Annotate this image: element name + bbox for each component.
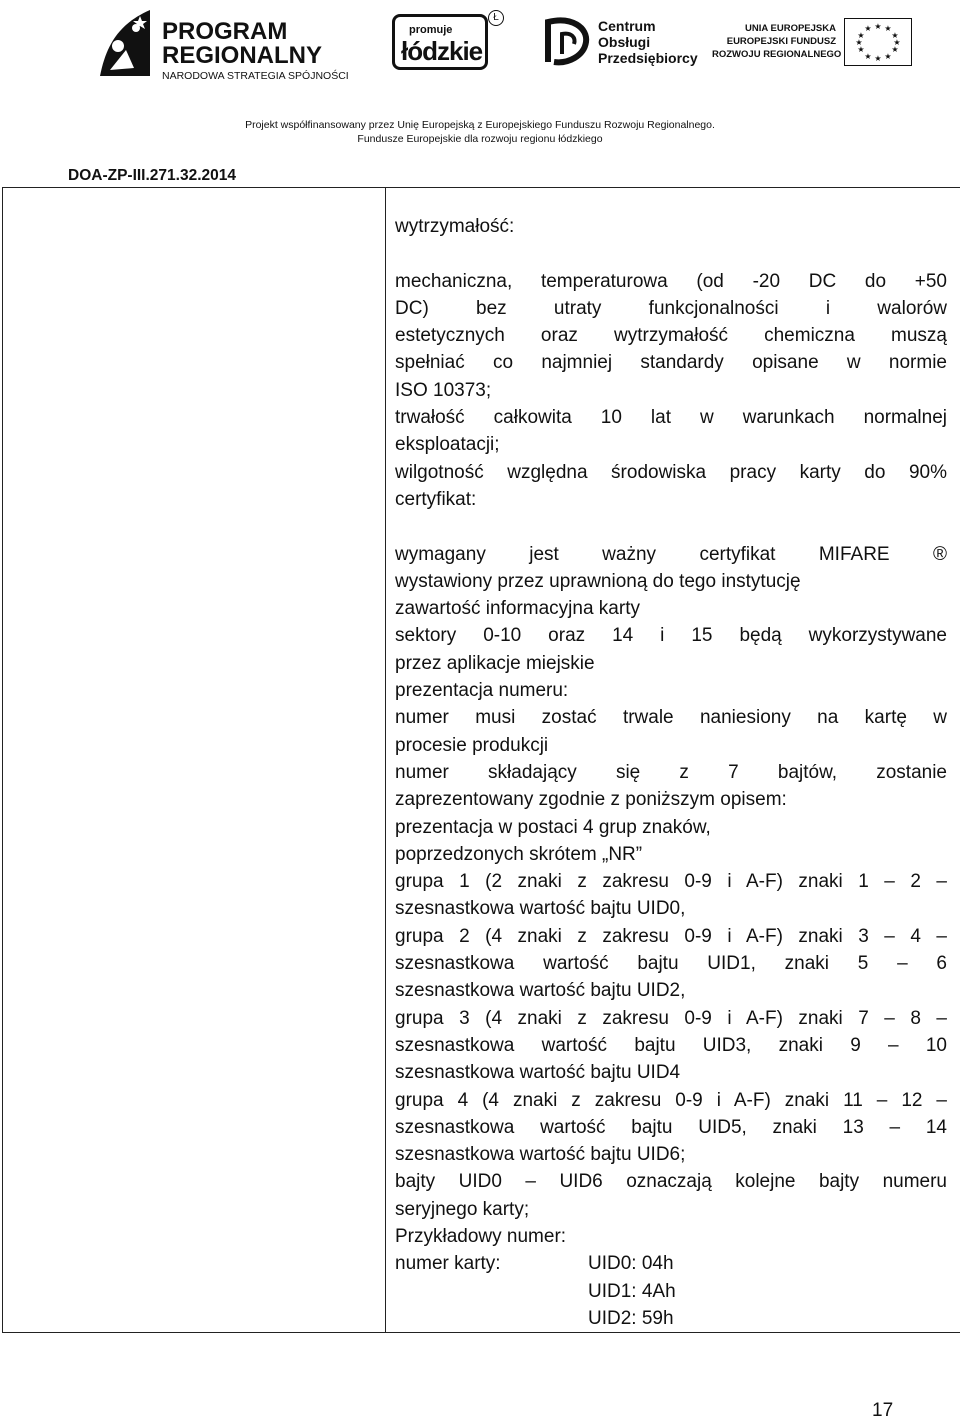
svg-text:★: ★ (855, 38, 863, 47)
svg-text:★: ★ (891, 31, 899, 40)
program-regionalny-emblem-icon (96, 6, 154, 80)
eu-logo-line2: EUROPEJSKI FUNDUSZ (726, 36, 836, 47)
cofinancing-line2: Fundusze Europejskie dla rozwoju regionu łódzkiego (357, 133, 603, 145)
svg-text:★: ★ (857, 31, 865, 40)
header-logos (0, 0, 960, 90)
svg-text:★: ★ (891, 45, 899, 54)
centrum-logo-text: Centrum Obsługi Przedsiębiorcy (598, 18, 698, 66)
text-line: ISO 10373; (395, 379, 492, 401)
lodzkie-logo-small: promuje (409, 24, 453, 36)
text-line: szesnastkowa wartość bajtu UID5, znaki 13 – 14 (395, 1116, 947, 1138)
table-left-border (2, 187, 3, 1333)
text-line: szesnastkowa wartość bajtu UID4 (395, 1062, 681, 1084)
text-line: grupa 2 (4 znaki z zakresu 0-9 i A-F) znaki 3 – 4 – (395, 925, 947, 947)
text-line: szesnastkowa wartość bajtu UID2, (395, 980, 686, 1002)
text-line: wilgotność względna środowiska pracy karty do 90% (395, 461, 947, 483)
svg-text:★: ★ (874, 22, 882, 31)
promuje-lodzkie-logo (392, 10, 504, 72)
text-line: grupa 1 (2 znaki z zakresu 0-9 i A-F) znaki 1 – 2 – (395, 871, 947, 893)
text-line: sektory 0-10 oraz 14 i 15 będą wykorzystywane (395, 625, 947, 647)
lodzkie-mark-icon: Ł (488, 10, 504, 26)
example-row (395, 1305, 947, 1332)
program-logo-line3: NARODOWA STRATEGIA SPÓJNOŚCI (162, 70, 349, 82)
cofinancing-note (200, 118, 760, 146)
eu-logo-line1: UNIA EUROPEJSKA (745, 23, 836, 34)
cofinancing-line1: Projekt współfinansowany przez Unię Europejską z Europejskiego Funduszu Rozwoju Regionalnego. (245, 119, 715, 131)
text-line: wymagany jest ważny certyfikat MIFARE ® (395, 543, 947, 565)
text-line: przez aplikacje miejskie (395, 652, 595, 674)
eu-logo-text (712, 22, 842, 61)
svg-text:★: ★ (864, 52, 872, 61)
text-line: poprzedzonych skrótem „NR” (395, 843, 643, 865)
specification-cell (395, 213, 947, 1332)
text-line: szesnastkowa wartość bajtu UID1, znaki 5 – 6 (395, 953, 947, 975)
text-line: bajty UID0 – UID6 oznaczają kolejne bajty numeru (395, 1171, 947, 1193)
text-line: eksploatacji; (395, 434, 500, 456)
example-label: numer karty: (395, 1253, 501, 1275)
text-line: zawartość informacyjna karty (395, 598, 640, 620)
text-line: procesie produkcji (395, 734, 549, 756)
centrum-obslugi-logo (542, 14, 698, 74)
text-line: DC) bez utraty funkcjonalności i walorów (395, 297, 947, 319)
svg-text:★: ★ (884, 24, 892, 33)
program-regionalny-logo (96, 6, 366, 84)
svg-text:★: ★ (874, 54, 882, 63)
centrum-emblem-icon (542, 14, 592, 68)
text-line: prezentacja numeru: (395, 680, 569, 702)
text-line: prezentacja w postaci 4 grup znaków, (395, 816, 711, 838)
svg-text:★: ★ (857, 45, 865, 54)
example-row (395, 1278, 947, 1305)
text-line: grupa 4 (4 znaki z zakresu 0-9 i A-F) znaki 11 – 12 – (395, 1089, 947, 1111)
example-value: UID1: 4Ah (588, 1280, 676, 1302)
program-logo-line1: PROGRAM (162, 18, 288, 45)
section-heading: wytrzymałość: (395, 216, 515, 237)
specification-lines (395, 268, 947, 1251)
text-line: estetycznych oraz wytrzymałość chemiczna muszą (395, 325, 947, 347)
text-line: numer składający się z 7 bajtów, zostanie (395, 761, 947, 783)
text-line: mechaniczna, temperaturowa (od -20 DC do +50 (395, 270, 947, 292)
text-line: certyfikat: (395, 488, 477, 510)
example-number (395, 1250, 947, 1332)
text-line: szesnastkowa wartość bajtu UID0, (395, 898, 686, 920)
program-logo-line2: REGIONALNY (162, 42, 323, 69)
table-column-divider (385, 187, 386, 1333)
page-number: 17 (872, 1400, 894, 1421)
svg-text:★: ★ (884, 52, 892, 61)
document-number: DOA-ZP-III.271.32.2014 (68, 167, 236, 184)
blank-line (395, 513, 947, 540)
svg-text:★: ★ (864, 24, 872, 33)
text-line: numer musi zostać trwale naniesiony na kartę w (395, 707, 947, 729)
lodzkie-logo-big: łódzkie (401, 36, 483, 66)
svg-text:★: ★ (893, 38, 901, 47)
text-line: trwałość całkowita 10 lat w warunkach normalnej (395, 407, 947, 429)
example-row (395, 1250, 947, 1277)
text-line: szesnastkowa wartość bajtu UID6; (395, 1144, 686, 1166)
text-line: zaprezentowany zgodnie z poniższym opisem: (395, 789, 787, 811)
example-value: UID0: 04h (588, 1253, 674, 1275)
text-line: grupa 3 (4 znaki z zakresu 0-9 i A-F) znaki 7 – 8 – (395, 1007, 947, 1029)
example-value: UID2: 59h (588, 1307, 674, 1329)
eu-flag-icon (844, 18, 912, 66)
eu-logo-line3: ROZWOJU REGIONALNEGO (712, 49, 842, 60)
text-line: seryjnego karty; (395, 1198, 530, 1220)
lodzkie-logo-frame (392, 14, 488, 70)
text-line: spełniać co najmniej standardy opisane w normie (395, 352, 947, 374)
text-line: szesnastkowa wartość bajtu UID3, znaki 9 – 10 (395, 1034, 947, 1056)
eu-logo (712, 18, 912, 70)
text-line: Przykładowy numer: (395, 1225, 567, 1247)
text-line: wystawiony przez uprawnioną do tego instytucję (395, 570, 801, 592)
